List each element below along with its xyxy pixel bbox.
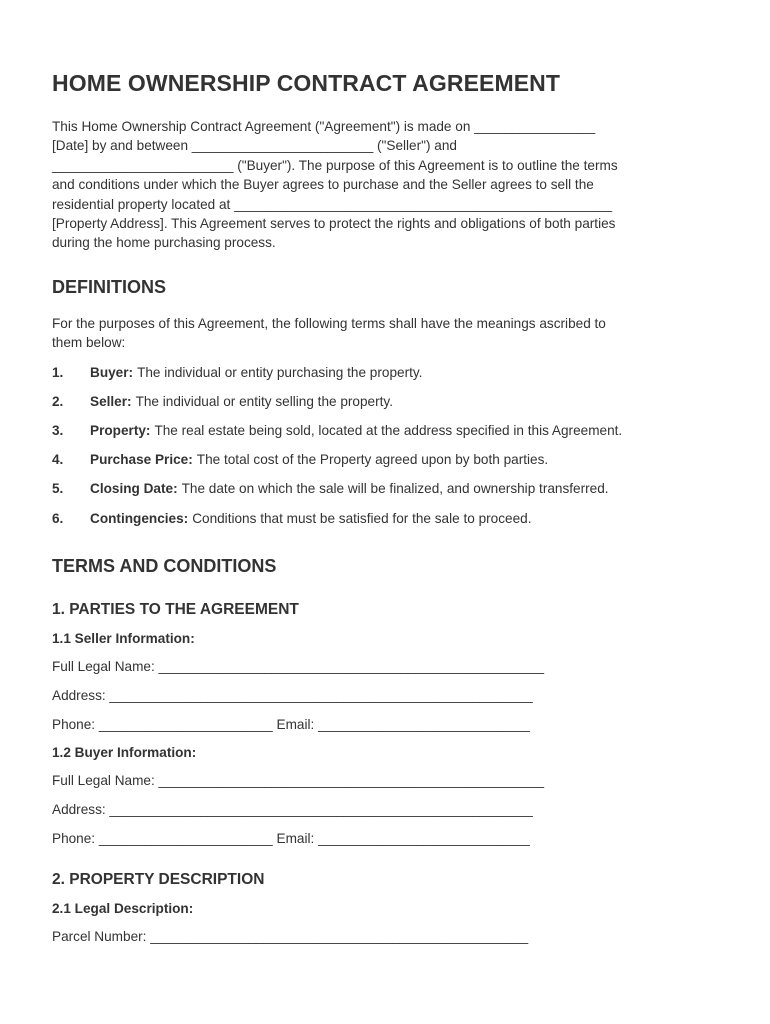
definition-text: The total cost of the Property agreed upon by both parties. [196,452,549,468]
intro-line: residential property located at __________________________________________________ [52,196,613,212]
definitions-intro-line: For the purposes of this Agreement, the following terms shall have the meanings ascribed to [52,315,606,331]
buyer-contact-row [52,830,718,859]
definition-item [52,509,718,538]
definition-number: 6. [52,510,64,526]
definitions-list [52,363,718,538]
buyer-name-field[interactable]: Full Legal Name: ___________________________________________________ [52,772,545,788]
legal-description-heading: 2.1 Legal Description: [52,900,194,916]
definition-number: 1. [52,364,64,380]
seller-email-field[interactable]: Email: ____________________________ [276,716,530,732]
section-1-heading: 1. PARTIES TO THE AGREEMENT [52,600,299,618]
definition-number: 5. [52,481,64,497]
seller-info-heading: 1.1 Seller Information: [52,630,195,646]
definition-term: Buyer: [90,364,134,380]
intro-line: and conditions under which the Buyer agrees to purchase and the Seller agrees to sell the [52,177,594,193]
definition-text: Conditions that must be satisfied for the sale to proceed. [192,510,532,526]
terms-heading: TERMS AND CONDITIONS [52,555,277,576]
definitions-intro-line: them below: [52,335,126,351]
buyer-info-heading: 1.2 Buyer Information: [52,744,197,760]
definitions-heading: DEFINITIONS [52,276,167,297]
definition-item [52,479,718,508]
definition-number: 4. [52,452,64,468]
definition-number: 2. [52,393,64,409]
intro-line: ________________________ ("Buyer"). The purpose of this Agreement is to outline the terms [52,157,618,173]
seller-phone-field[interactable]: Phone: _______________________ [52,716,273,732]
definition-text: The individual or entity selling the property. [135,393,393,409]
seller-address-field[interactable]: Address: ________________________________________________________ [52,687,533,703]
intro-line: [Property Address]. This Agreement serves to protect the rights and obligations of both parties [52,216,616,232]
intro-line: This Home Ownership Contract Agreement ("Agreement") is made on ________________ [52,119,596,134]
intro-paragraph [52,117,718,253]
definition-item [52,363,718,392]
buyer-phone-field[interactable]: Phone: _______________________ [52,830,273,846]
definition-term: Contingencies: [90,510,189,526]
seller-name-field[interactable]: Full Legal Name: ___________________________________________________ [52,658,545,674]
section-2-heading: 2. PROPERTY DESCRIPTION [52,870,265,888]
definition-term: Closing Date: [90,481,178,497]
definition-item [52,392,718,421]
definition-item [52,450,718,479]
definitions-intro [52,314,718,353]
intro-line: during the home purchasing process. [52,235,276,251]
definition-text: The date on which the sale will be finalized, and ownership transferred. [181,481,609,497]
seller-contact-row [52,716,718,745]
definition-term: Purchase Price: [90,452,193,468]
definition-term: Seller: [90,393,132,409]
definition-number: 3. [52,423,64,439]
definition-text: The individual or entity purchasing the property. [137,364,423,380]
intro-line: [Date] by and between ________________________ ("Seller") and [52,138,457,154]
definition-item [52,421,718,450]
buyer-address-field[interactable]: Address: ________________________________________________________ [52,801,533,817]
definition-text: The real estate being sold, located at the address specified in this Agreement. [154,423,623,439]
definition-term: Property: [90,423,151,439]
document-title: HOME OWNERSHIP CONTRACT AGREEMENT [52,70,561,96]
buyer-email-field[interactable]: Email: ____________________________ [276,830,530,846]
parcel-number-field[interactable]: Parcel Number: __________________________________________________ [52,928,529,944]
